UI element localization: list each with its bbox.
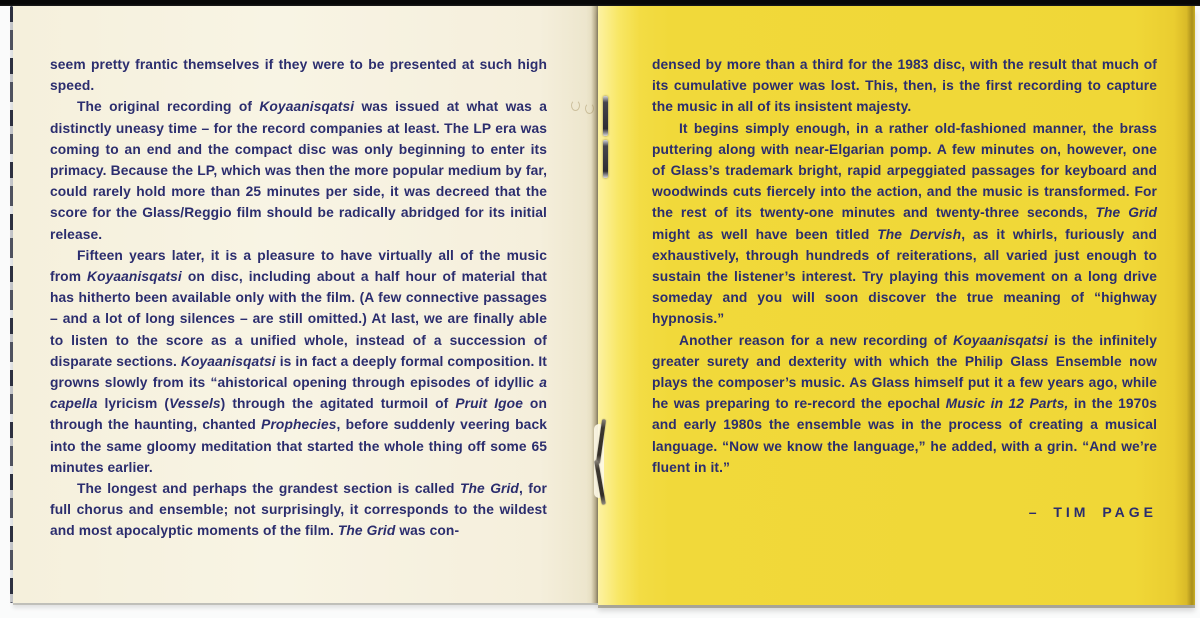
- spine-fold-shadow: [591, 6, 598, 603]
- liner-notes-column-right: [652, 54, 1157, 523]
- paragraph: Fifteen years later, it is a pleasure to have virtually all of the music from Koyaanisqatsi on disc, including about a half hour of material that has hitherto been available only with the film. (A few connective passages – and a lot of long silences – are still omitted.) At last, we are finally able to listen to the score as a unified whole, instead of a succession of disparate sections. Koyaanisqatsi is in fact a deeply formal composition. It growns slowly from its “ahistorical opening through episodes of idyllic a capella lyricism (Vessels) through the agitated turmoil of Pruit Igoe on through the haunting, chanted Prophecies, before suddenly veering back into the same gloomy meditation that started the whole thing off some 65 minutes earlier.: [50, 247, 547, 475]
- staple-bottom: [593, 419, 609, 505]
- staple-prong: [603, 140, 608, 178]
- ink-showthrough-mark: [571, 100, 580, 111]
- liner-notes-column-left: [50, 54, 547, 542]
- ink-showthrough-mark: [585, 103, 594, 114]
- right-page: [598, 6, 1195, 605]
- staple-top: [601, 96, 610, 178]
- paragraph: densed by more than a third for the 1983 disc, with the result that much of its cumulative power was lost. This, then, is the first recording to capture the music in all of its insistent majesty.: [652, 57, 1157, 115]
- author-byline: – TIM PAGE: [1028, 504, 1157, 521]
- left-page: [13, 6, 598, 603]
- paragraph: seem pretty frantic themselves if they were to be presented at such high speed.: [50, 57, 547, 94]
- paragraph: It begins simply enough, in a rather old-fashioned manner, the brass puttering along with near-Elgarian pomp. A few minutes on, however, one of Glass’s trademark bright, rapid arpeggiated passages for keyboard and woodwinds cuts fiercely into the action, and the music is transformed. For the rest of its twenty-one minutes and twenty-three seconds, The Grid might as well have been titled The Dervish, as it whirls, furiously and exhaustively, through hundreds of reiterations, all varied just enough to sustain the listener’s interest. Try playing this movement on a long drive someday and you will soon discover the true meaning of “highway hypnosis.”: [652, 120, 1157, 327]
- paragraph: The longest and perhaps the grandest section is called The Grid, for full chorus and ensemble; not surprisingly, it corresponds to the wildest and most apocalyptic moments of the film. The Grid was con-: [50, 481, 547, 539]
- paragraph: The original recording of Koyaanisqatsi was issued at what was a distinctly uneasy time – for the record companies at least. The LP era was coming to an end and the compact disc was only beginning to enter its primacy. Because the LP, which was then the more popular medium by far, could rarely hold more than 25 minutes per side, it was decreed that the score for the Glass/Reggio film should be radically abridged for its initial release.: [50, 99, 547, 242]
- paragraph: Another reason for a new recording of Koyaanisqatsi is the infinitely greater surety and dexterity with which the Philip Glass Ensemble now plays the composer’s music. As Glass himself put it a few years ago, while he was preparing to re-record the epochal Music in 12 Parts, in the 1970s and early 1980s the ensemble was in the process of creating a musical language. “Now we know the language,” he added, with a grin. “And we’re fluent in it.”: [652, 332, 1157, 475]
- staple-prong: [603, 96, 608, 136]
